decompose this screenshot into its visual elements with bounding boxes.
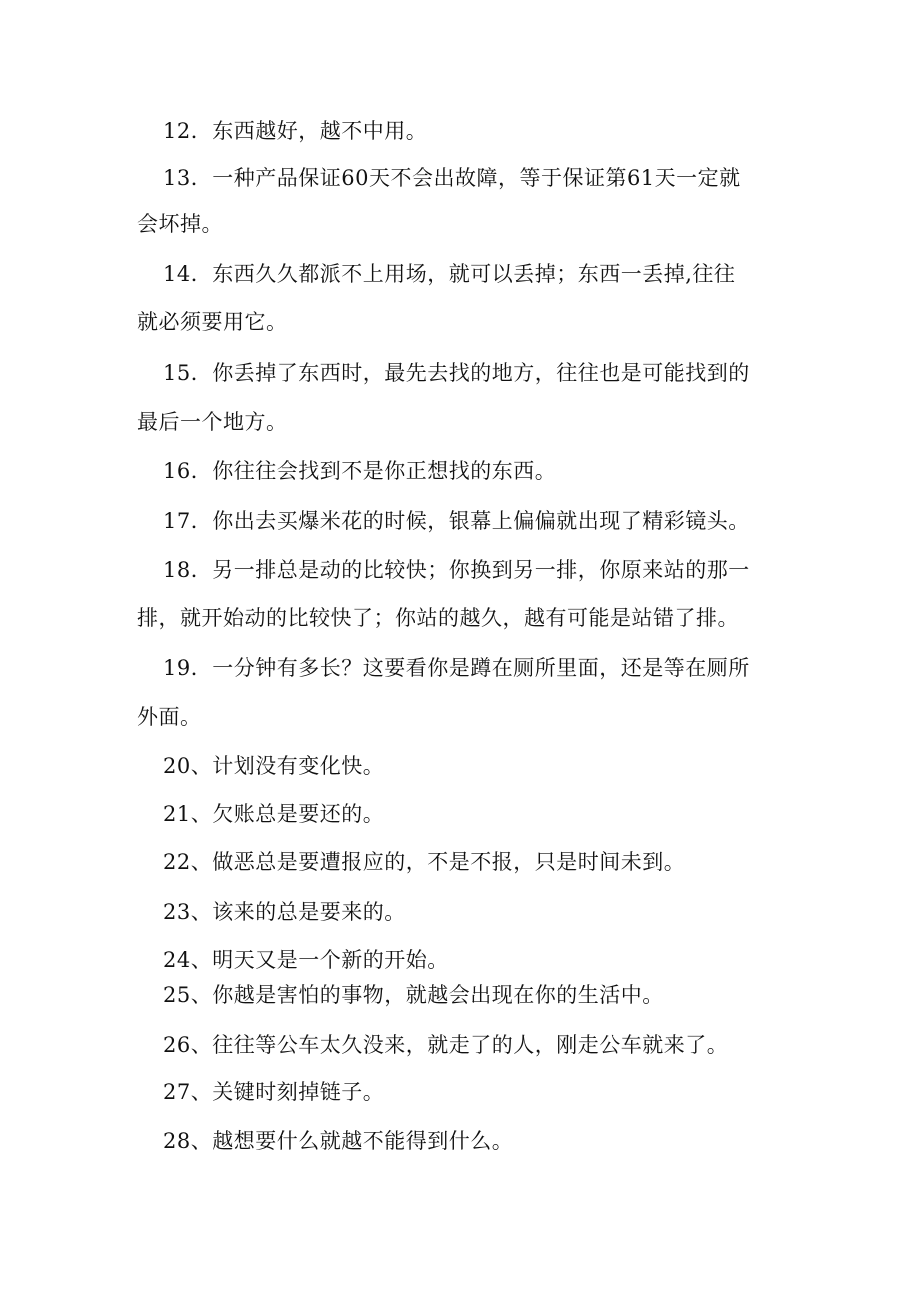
item-15-line-2: 最后一个地方。 [137,410,288,434]
item-27-line-1: 27、关键时刻掉链子。 [163,1080,385,1104]
item-23-line-1: 23、该来的总是要来的。 [163,900,406,924]
item-22-line-1: 22、做恶总是要遭报应的，不是不报，只是时间未到。 [163,850,686,874]
item-12-line-1: 12．东西越好，越不中用。 [163,119,428,143]
item-16-line-1: 16．你往往会找到不是你正想找的东西。 [163,459,557,483]
item-14-line-1: 14．东西久久都派不上用场，就可以丢掉；东西一丢掉,往往 [163,262,736,286]
item-20-line-1: 20、计划没有变化快。 [163,754,385,778]
item-21-line-1: 21、欠账总是要还的。 [163,802,385,826]
item-25-line-1: 25、你越是害怕的事物，就越会出现在你的生活中。 [163,983,664,1007]
item-18-line-1: 18．另一排总是动的比较快；你换到另一排，你原来站的那一 [163,558,750,582]
item-14-line-2: 就必须要用它。 [137,310,288,334]
item-17-line-1: 17．你出去买爆米花的时候，银幕上偏偏就出现了精彩镜头。 [163,509,750,533]
item-13-line-2: 会坏掉。 [137,212,223,236]
item-13-line-1: 13．一种产品保证60天不会出故障，等于保证第61天一定就 [163,166,741,190]
item-26-line-1: 26、往往等公车太久没来，就走了的人，刚走公车就来了。 [163,1033,729,1057]
item-19-line-1: 19．一分钟有多长？这要看你是蹲在厕所里面，还是等在厕所 [163,656,750,680]
item-24-line-1: 24、明天又是一个新的开始。 [163,948,449,972]
item-28-line-1: 28、越想要什么就越不能得到什么。 [163,1129,514,1153]
item-15-line-1: 15．你丢掉了东西时，最先去找的地方，往往也是可能找到的 [163,361,750,385]
item-18-line-2: 排，就开始动的比较快了；你站的越久，越有可能是站错了排。 [137,606,739,630]
item-19-line-2: 外面。 [137,705,202,729]
